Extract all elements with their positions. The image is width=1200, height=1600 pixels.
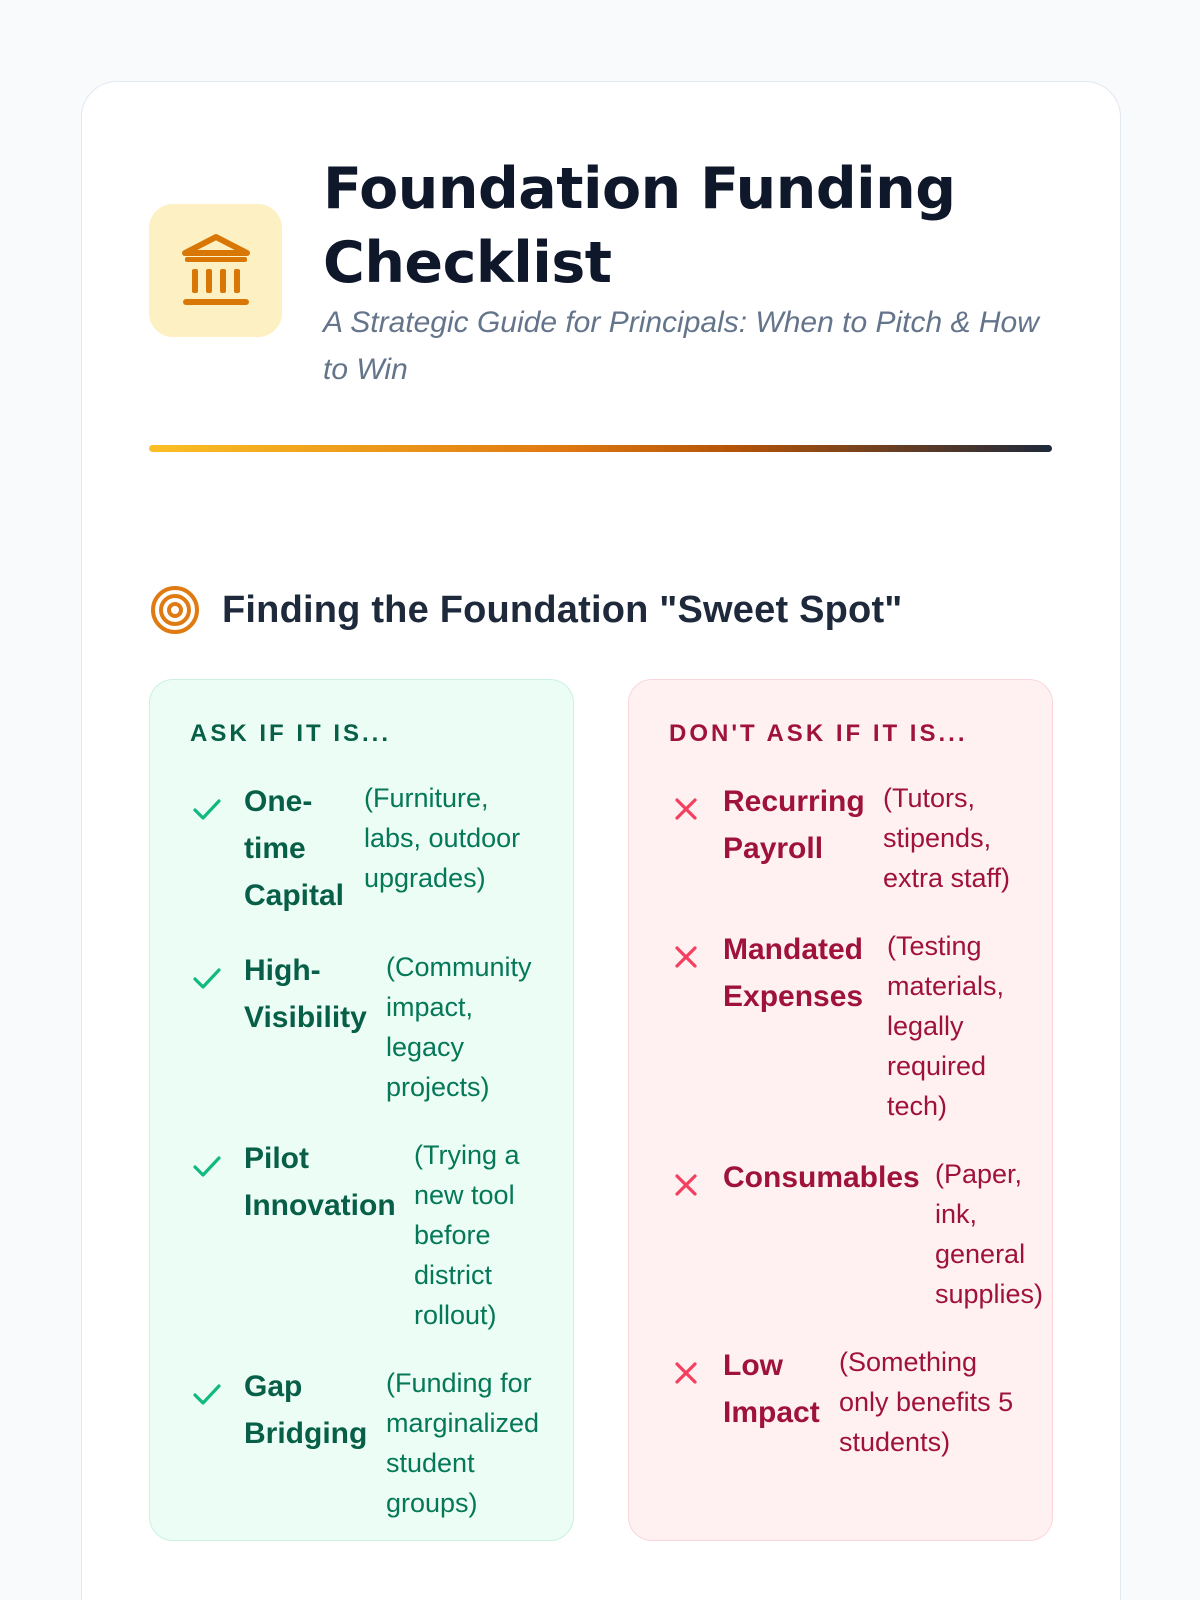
list-item [190, 1135, 551, 1335]
close-icon [669, 792, 703, 826]
item-name: High-Visibility [244, 954, 367, 1034]
list-item [190, 1363, 551, 1523]
item-name: Low Impact [723, 1349, 820, 1429]
close-icon [669, 1168, 703, 1202]
dont-panel-label: DON'T ASK IF IT IS... [669, 720, 968, 747]
list-item [190, 778, 551, 919]
close-icon [669, 1356, 703, 1390]
item-name: Pilot Innovation [244, 1142, 396, 1222]
header-divider [149, 445, 1052, 452]
item-name: Recurring Payroll [723, 785, 865, 865]
list-item [669, 1154, 1044, 1314]
item-note: (Community impact, legacy projects) [386, 952, 532, 1102]
item-name: Mandated Expenses [723, 933, 864, 1013]
item-name: Consumables [723, 1161, 920, 1194]
ask-panel-label: ASK IF IT IS... [190, 720, 392, 747]
item-note: (Paper, ink, general supplies) [935, 1159, 1044, 1309]
list-item [669, 778, 1030, 898]
list-item [669, 1342, 1030, 1462]
checkmark-icon [190, 792, 224, 826]
item-name: Gap Bridging [244, 1370, 368, 1450]
page-subtitle: A Strategic Guide for Principals: When to Pitch & How to Win [323, 306, 1039, 386]
item-note: (Something only benefits 5 students) [839, 1347, 1014, 1457]
dont-panel [628, 679, 1053, 1541]
item-note: (Furniture, labs, outdoor upgrades) [364, 783, 521, 893]
checkmark-icon [190, 1377, 224, 1411]
item-name: One-time Capital [244, 785, 345, 912]
page-title: Foundation Funding Checklist [323, 156, 956, 296]
target-icon [150, 585, 200, 635]
bank-icon [181, 233, 251, 309]
item-note: (Tutors, stipends, extra staff) [883, 783, 1011, 893]
section-title: Finding the Foundation "Sweet Spot" [222, 588, 903, 631]
item-note: (Testing materials, legally required tech) [887, 931, 1005, 1121]
item-note: (Trying a new tool before district rollout) [414, 1140, 520, 1330]
checkmark-icon [190, 1149, 224, 1183]
close-icon [669, 940, 703, 974]
item-note: (Funding for marginalized student groups) [386, 1368, 540, 1518]
ask-panel [149, 679, 574, 1541]
logo-badge [149, 204, 282, 337]
list-item [669, 926, 1030, 1126]
section-header [150, 585, 903, 635]
checkmark-icon [190, 961, 224, 995]
list-item [190, 947, 551, 1107]
